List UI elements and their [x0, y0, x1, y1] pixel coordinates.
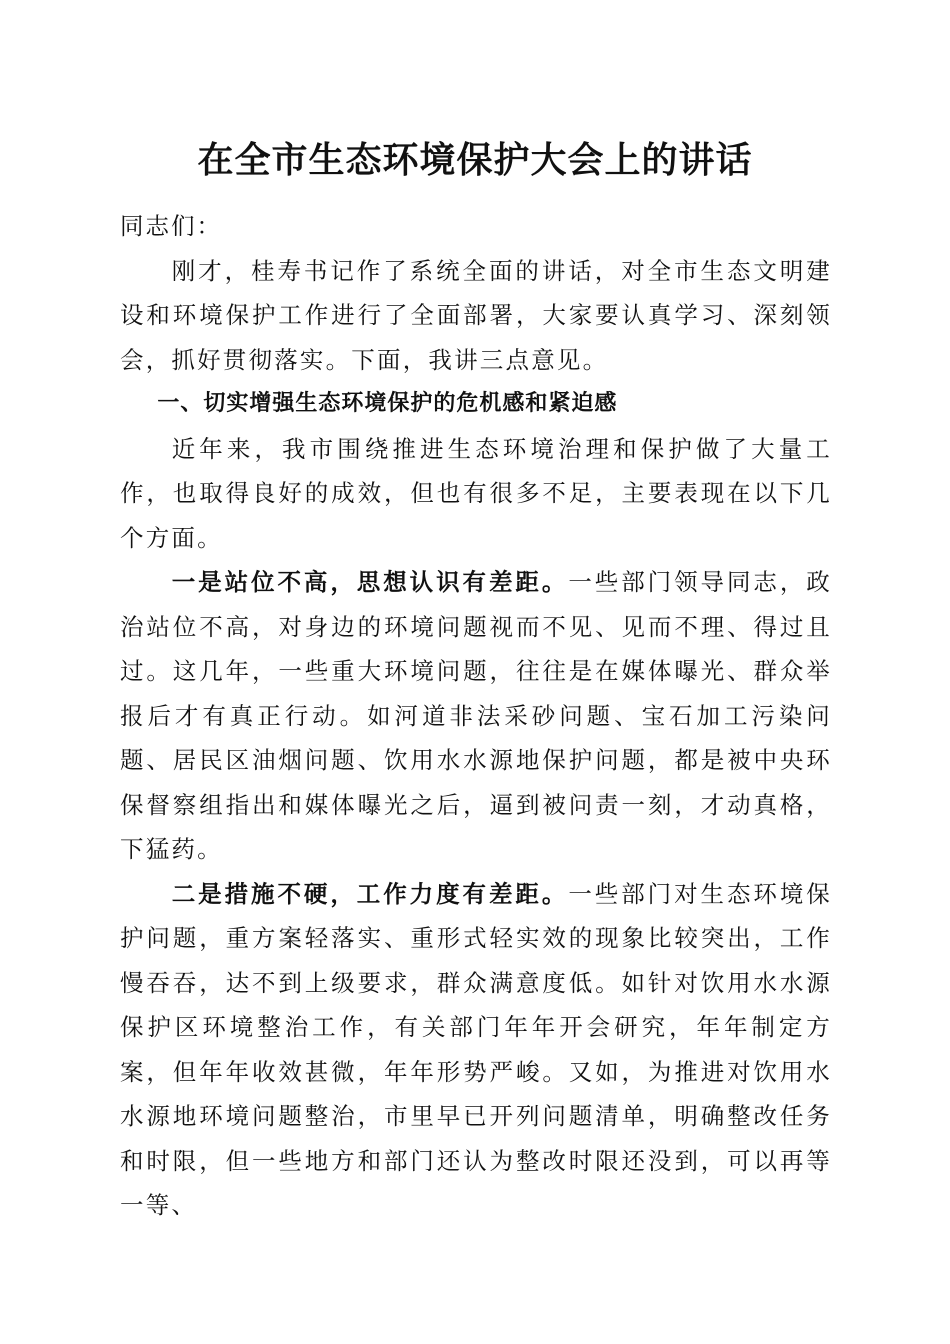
point-text-1: 一些部门领导同志，政治站位不高，对身边的环境问题视而不见、见而不理、得过且过。这几年，一些重大环境问题，往往是在媒体曝光、群众举报后才有真正行动。如河道非法采砂问题、宝石加工污染问题、居民区油烟问题、饮用水水源地保护问题，都是被中央环保督察组指出和媒体曝光之后，逼到被问责一刻，才动真格，下猛药。 — [120, 568, 833, 863]
salutation: 同志们： — [120, 212, 222, 240]
point-text-2: 一些部门对生态环境保护问题，重方案轻落实、重形式轻实效的现象比较突出，工作慢吞吞，达不到上级要求，群众满意度低。如针对饮用水水源保护区环境整治工作，有关部门年年开会研究，年年制定方案，但年年收效甚微，年年形势严峻。又如，为推进对饮用水水源地环境问题整治，市里早已开列问题清单，明确整改任务和时限，但一些地方和部门还认为整改时限还没到，可以再等一等、 — [120, 879, 833, 1219]
intro-paragraph: 刚才，桂寿书记作了系统全面的讲话，对全市生态文明建设和环境保护工作进行了全面部署，大家要认真学习、深刻领会，抓好贯彻落实。下面，我讲三点意见。 — [120, 256, 832, 374]
section-heading: 一、切实增强生态环境保护的危机感和紧迫感 — [157, 391, 618, 416]
section-paragraph: 近年来，我市围绕推进生态环境治理和保护做了大量工作，也取得良好的成效，但也有很多不足，主要表现在以下几个方面。 — [120, 434, 832, 552]
point-lead-1: 一是站位不高，思想认识有差距。 — [171, 568, 569, 596]
document-body — [120, 204, 832, 1228]
point-paragraph-2 — [120, 872, 832, 1228]
point-paragraph-1 — [120, 560, 832, 872]
document-title: 在全市生态环境保护大会上的讲话 — [197, 139, 753, 181]
point-lead-2: 二是措施不硬，工作力度有差距。 — [171, 879, 569, 908]
